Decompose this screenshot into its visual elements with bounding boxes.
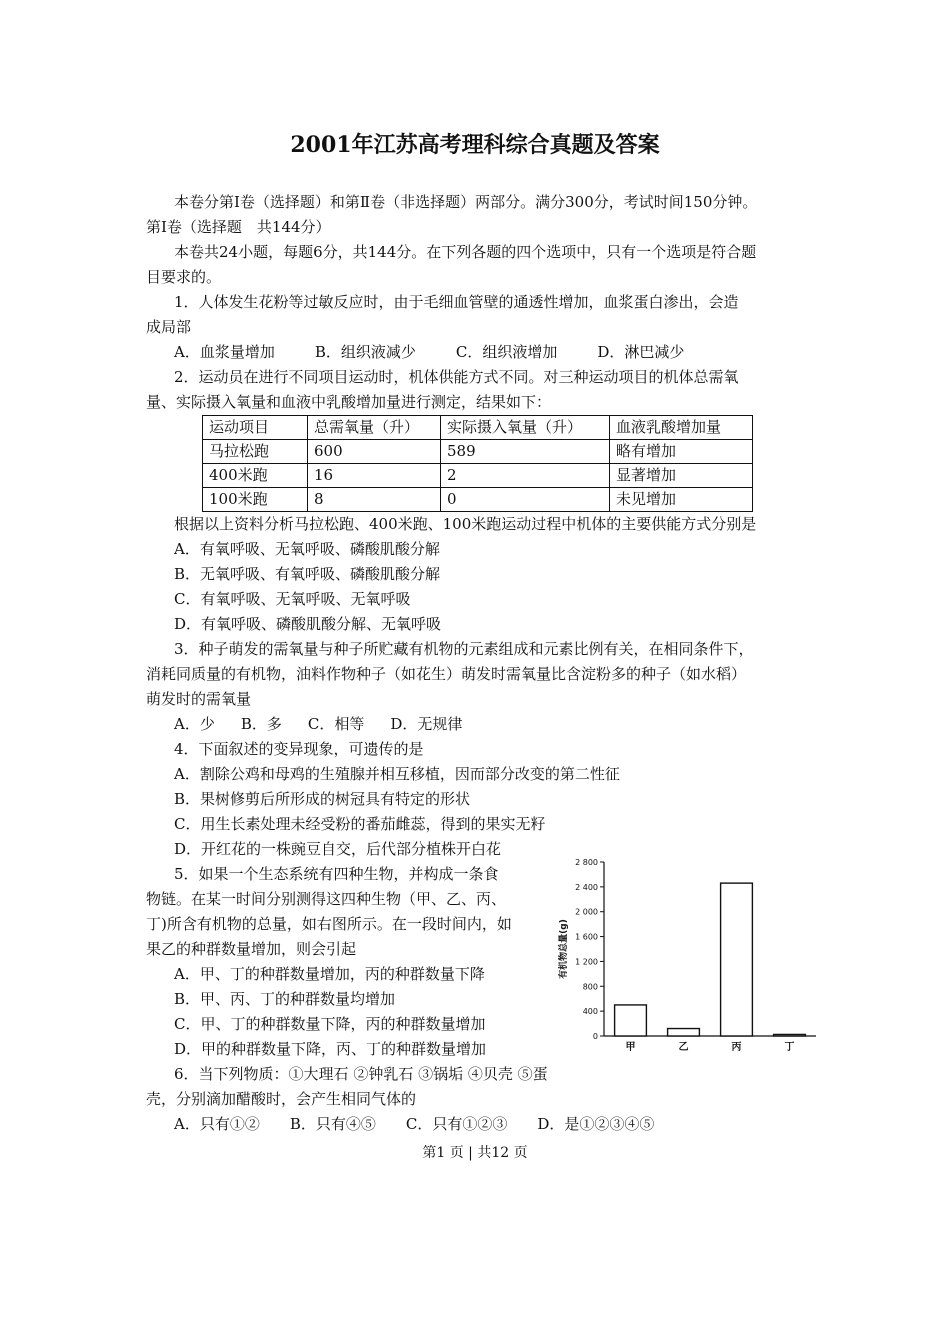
- q1-stem: 1．人体发生花粉等过敏反应时，由于毛细血管壁的通透性增加，血浆蛋白渗出，会造: [174, 293, 739, 311]
- bar: [774, 1034, 806, 1036]
- q5-stem: 5．如果一个生态系统有四种生物，并构成一条食: [174, 865, 499, 883]
- part1-desc-cont: 目要求的。: [146, 268, 222, 286]
- q5-option-d: D．甲的种群数量下降，丙、丁的种群数量增加: [174, 1040, 487, 1058]
- q3-option-d: D．无规律: [390, 715, 463, 733]
- table-row: [203, 464, 753, 488]
- page-footer: 第1 页 | 共12 页: [422, 1145, 528, 1161]
- x-tick-label: 丙: [731, 1042, 742, 1053]
- q2-stem: 2．运动员在进行不同项目运动时，机体供能方式不同。对三种运动项目的机体总需氧: [174, 368, 739, 386]
- q3-stem-cont2: 萌发时的需氧量: [146, 690, 252, 708]
- q5-stem-cont2: 丁)所含有机物的总量，如右图所示。在一段时间内，如: [146, 915, 512, 933]
- q6-stem-cont: 壳，分别滴加醋酸时，会产生相同气体的: [146, 1090, 417, 1108]
- table-cell: 略有增加: [610, 440, 753, 464]
- q6-options: [146, 1112, 810, 1137]
- page-title: 2001年江苏高考理科综合真题及答案: [290, 132, 660, 158]
- q4-option-a: A．割除公鸡和母鸡的生殖腺并相互移植，因而部分改变的第二性征: [174, 765, 620, 783]
- q3-stem-cont: 消耗同质量的有机物，油料作物种子（如花生）萌发时需氧量比含淀粉多的种子（如水稻）: [146, 665, 747, 683]
- q1-stem-cont: 成局部: [146, 318, 192, 336]
- q6-option-a: A．只有①②: [174, 1115, 260, 1133]
- q1-option-d: D．淋巴减少: [597, 343, 685, 361]
- table-cell: 0: [441, 488, 610, 512]
- x-tick-label: 丁: [784, 1042, 795, 1053]
- table-header-row: [203, 416, 753, 440]
- q3-option-b: B．多: [240, 715, 282, 733]
- y-tick-label: 800: [582, 982, 598, 992]
- y-tick-label: 2 400: [575, 882, 598, 892]
- q5-option-b: B．甲、丙、丁的种群数量均增加: [174, 990, 396, 1008]
- bar: [615, 1005, 647, 1036]
- table-cell: 2: [441, 464, 610, 488]
- q6-option-c: C．只有①②③: [405, 1115, 508, 1133]
- q2-option-c: C．有氧呼吸、无氧呼吸、无氧呼吸: [174, 590, 411, 608]
- table-header-cell: 血液乳酸增加量: [610, 416, 753, 440]
- q2-option-d: D．有氧呼吸、磷酸肌酸分解、无氧呼吸: [174, 615, 442, 633]
- table-cell: 589: [441, 440, 610, 464]
- q5-option-a: A．甲、丁的种群数量增加，丙的种群数量下降: [174, 965, 485, 983]
- y-tick-label: 0: [592, 1032, 598, 1041]
- q6-stem: 6．当下列物质：①大理石 ②钟乳石 ③锅垢 ④贝壳 ⑤蛋: [174, 1065, 548, 1083]
- y-tick-label: 2 800: [575, 858, 598, 867]
- q1-options: [146, 340, 810, 365]
- q4-option-b: B．果树修剪后所形成的树冠具有特定的形状: [174, 790, 471, 808]
- table-cell: 600: [308, 440, 441, 464]
- table-header-cell: 运动项目: [203, 416, 308, 440]
- q1-option-a: A．血浆量增加: [174, 343, 275, 361]
- q2-question: 根据以上资料分析马拉松跑、400米跑、100米跑运动过程中机体的主要供能方式分别是: [174, 515, 757, 533]
- q3-stem: 3．种子萌发的需氧量与种子所贮藏有机物的元素组成和元素比例有关，在相同条件下，: [174, 640, 754, 658]
- q1-option-c: C．组织液增加: [455, 343, 558, 361]
- bar: [668, 1029, 700, 1036]
- q3-options: [146, 712, 810, 737]
- intro-text: 本卷分第Ⅰ卷（选择题）和第Ⅱ卷（非选择题）两部分。满分300分，考试时间150分钟。: [174, 193, 758, 211]
- biomass-bar-chart: [548, 848, 824, 1058]
- q5-stem-cont: 物链。在某一时间分别测得这四种生物（甲、乙、丙、: [146, 890, 507, 908]
- q6-option-d: D．是①②③④⑤: [537, 1115, 655, 1133]
- y-tick-label: 400: [582, 1007, 598, 1017]
- x-tick-label: 甲: [625, 1042, 636, 1053]
- table-row: [203, 440, 753, 464]
- q3-option-c: C．相等: [307, 715, 365, 733]
- y-tick-label: 1 600: [575, 932, 598, 942]
- x-tick-label: 乙: [678, 1042, 689, 1053]
- q2-stem-cont: 量、实际摄入氧量和血液中乳酸增加量进行测定，结果如下：: [146, 393, 552, 411]
- q4-option-c: C．用生长素处理未经受粉的番茄雌蕊，得到的果实无籽: [174, 815, 546, 833]
- table-header-cell: 总需氧量（升）: [308, 416, 441, 440]
- table-header-cell: 实际摄入氧量（升）: [441, 416, 610, 440]
- q2-data-table: [202, 415, 753, 512]
- q1-option-b: B．组织液减少: [314, 343, 416, 361]
- part1-desc: 本卷共24小题，每题6分，共144分。在下列各题的四个选项中，只有一个选项是符合题: [174, 243, 757, 261]
- y-tick-label: 1 200: [575, 957, 598, 967]
- table-cell: 8: [308, 488, 441, 512]
- q6-option-b: B．只有④⑤: [289, 1115, 376, 1133]
- table-row: [203, 488, 753, 512]
- q5-stem-cont3: 果乙的种群数量增加，则会引起: [146, 940, 357, 958]
- table-cell: 未见增加: [610, 488, 753, 512]
- bar: [721, 883, 753, 1036]
- q2-option-a: A．有氧呼吸、无氧呼吸、磷酸肌酸分解: [174, 540, 440, 558]
- q4-stem: 4．下面叙述的变异现象，可遗传的是: [174, 740, 424, 758]
- part1-heading: 第Ⅰ卷（选择题 共144分）: [146, 218, 331, 236]
- q3-option-a: A．少: [174, 715, 215, 733]
- q5-option-c: C．甲、丁的种群数量下降，丙的种群数量增加: [174, 1015, 486, 1033]
- table-cell: 马拉松跑: [203, 440, 308, 464]
- table-cell: 100米跑: [203, 488, 308, 512]
- table-cell: 显著增加: [610, 464, 753, 488]
- y-tick-label: 2 000: [575, 907, 598, 917]
- table-cell: 16: [308, 464, 441, 488]
- q4-option-d: D．开红花的一株豌豆自交，后代部分植株开白花: [174, 840, 502, 858]
- table-cell: 400米跑: [203, 464, 308, 488]
- y-axis-label: 有机物总量(g): [559, 919, 569, 979]
- q2-option-b: B．无氧呼吸、有氧呼吸、磷酸肌酸分解: [174, 565, 441, 583]
